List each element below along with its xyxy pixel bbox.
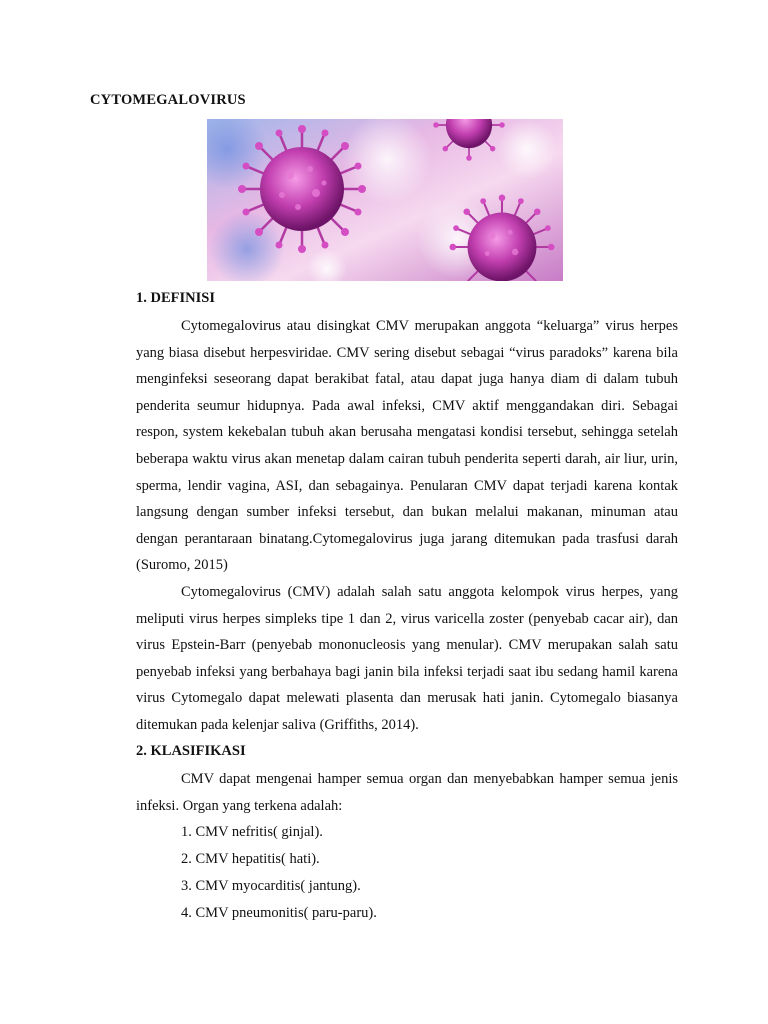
list-item: 2. CMV hepatitis( hati). xyxy=(181,851,320,867)
paragraph-definisi-2: Cytomegalovirus (CMV) adalah salah satu anggota kelompok virus herpes, yang meliputi virus herpes simpleks tipe 1 dan 2, virus varicella zoster (penyebab cacar air), dan virus Epstein-Barr (penyebab mononucleosis yang menular). CMV merupakan salah satu penyebab infeksi yang berbahaya bagi janin bila infeksi terjadi saat ibu sedang hamil karena virus Cytomegalo dapat melewati plasenta dan merusak hati janin. Cytomegalo biasanya ditemukan pada kelenjar saliva (Griffiths, 2014). xyxy=(136,584,678,733)
document-title: CYTOMEGALOVIRUS xyxy=(90,92,246,108)
paragraph-definisi-1: Cytomegalovirus atau disingkat CMV merupakan anggota “keluarga” virus herpes yang biasa disebut herpesviridae. CMV sering disebut sebagai “virus paradoks” karena bila menginfeksi seseorang dapat berakibat fatal, atau dapat juga hanya diam di dalam tubuh penderita seumur hidupnya. Pada awal infeksi, CMV aktif menggandakan diri. Sebagai respon, system kekebalan tubuh akan berusaha mengatasi kondisi tersebut, sehingga setelah beberapa waktu virus akan menetap dalam cairan tubuh penderita seperti darah, air liur, urin, sperma, lendir vagina, ASI, dan sebagainya. Penularan CMV dapat terjadi karena kontak langsung dengan sumber infeksi tersebut, dan bukan melalui makanan, minuman atau dengan perantaraan binatang.Cytomegalovirus juga jarang ditemukan pada trasfusi darah (Suromo, 2015) xyxy=(136,318,678,574)
section-heading-definisi: 1. DEFINISI xyxy=(136,290,215,306)
paragraph-klasifikasi-1: CMV dapat mengenai hamper semua organ dan menyebabkan hamper semua jenis infeksi. Organ yang terkena adalah: xyxy=(136,771,678,814)
section-heading-klasifikasi: 2. KLASIFIKASI xyxy=(136,743,246,759)
cytomegalovirus-illustration xyxy=(207,119,563,281)
organ-list xyxy=(181,819,377,927)
list-item: 3. CMV myocarditis( jantung). xyxy=(181,878,361,894)
list-item: 4. CMV pneumonitis( paru-paru). xyxy=(181,905,377,921)
list-item: 1. CMV nefritis( ginjal). xyxy=(181,824,323,840)
